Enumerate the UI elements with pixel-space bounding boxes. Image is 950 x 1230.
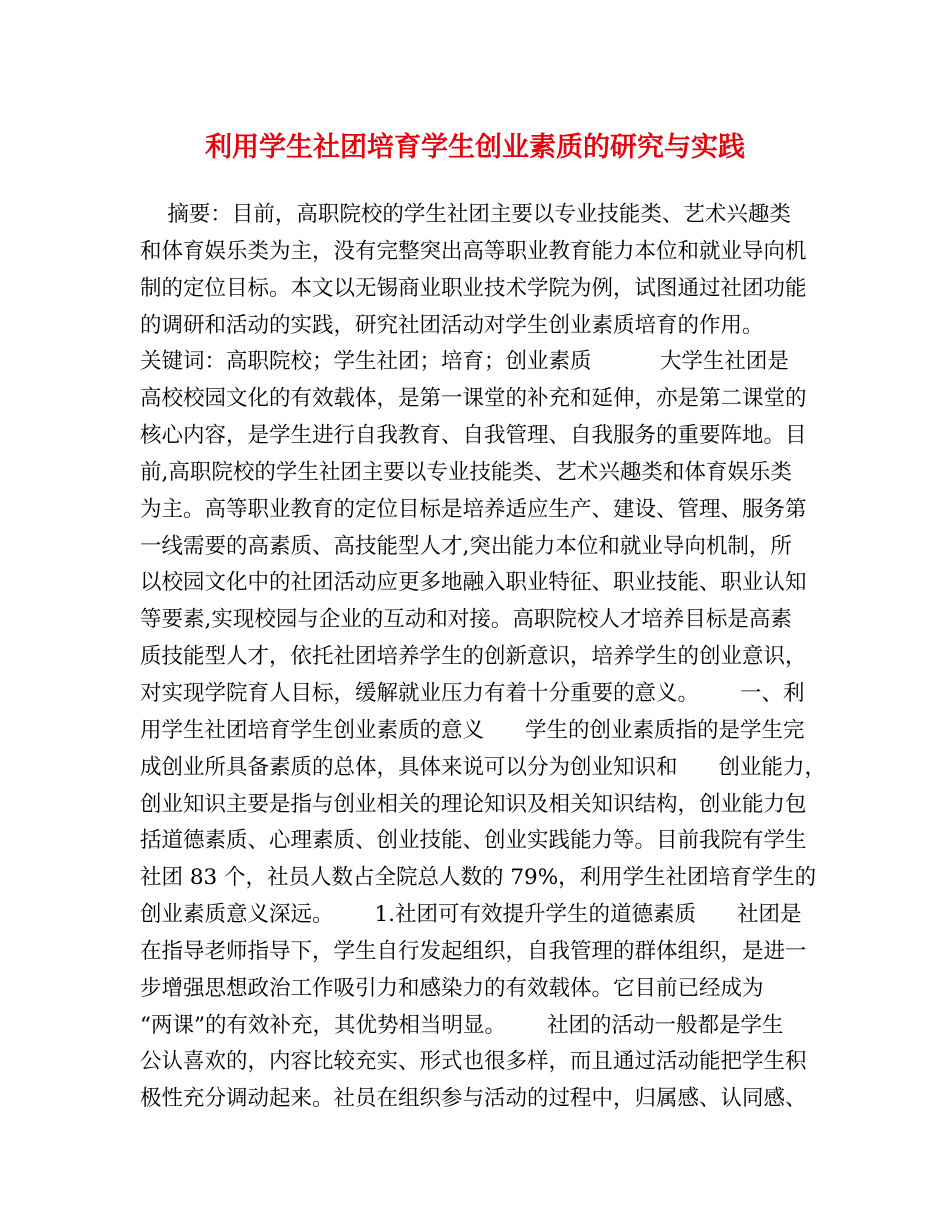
body-line: 和体育娱乐类为主，没有完整突出高等职业教育能力本位和就业导向机: [140, 238, 807, 264]
body-line: 的调研和活动的实践，研究社团活动对学生创业素质培育的作用。: [140, 312, 764, 338]
body-line: 核心内容，是学生进行自我教育、自我管理、自我服务的重要阵地。目: [140, 423, 807, 449]
body-line: 社团 83 个，社员人数占全院总人数的 79%，利用学生社团培育学生的: [140, 865, 817, 891]
body-line: 一线需要的高素质、高技能型人才,突出能力本位和就业导向机制，所: [140, 533, 792, 559]
body-line: 高校校园文化的有效载体，是第一课堂的补充和延伸，亦是第二课堂的: [140, 386, 807, 412]
body-line: 在指导老师指导下，学生自行发起组织，自我管理的群体组织，是进一: [140, 938, 807, 964]
body-line: 极性充分调动起来。社员在组织参与活动的过程中，归属感、认同感、: [140, 1086, 807, 1112]
body-line: 质技能型人才，依托社团培养学生的创新意识，培养学生的创业意识，: [140, 644, 807, 670]
body-line: 公认喜欢的，内容比较充实、形式也很多样，而且通过活动能把学生积: [140, 1049, 807, 1075]
body-line: 步增强思想政治工作吸引力和感染力的有效载体。它目前已经成为: [140, 975, 764, 1001]
body-line: 括道德素质、心理素质、创业技能、创业实践能力等。目前我院有学生: [140, 828, 807, 854]
document-title: 利用学生社团培育学生创业素质的研究与实践: [205, 132, 745, 163]
body-line: 创业知识主要是指与创业相关的理论知识及相关知识结构，创业能力包: [140, 791, 807, 817]
body-line: 用学生社团培育学生创业素质的意义 学生的创业素质指的是学生完: [140, 717, 805, 743]
body-line: 制的定位目标。本文以无锡商业职业技术学院为例，试图通过社团功能: [140, 275, 807, 301]
body-line: 创业素质意义深远。 1.社团可有效提升学生的道德素质 社团是: [140, 902, 802, 928]
body-line: 等要素,实现校园与企业的互动和对接。高职院校人才培养目标是高素: [140, 607, 792, 633]
body-line: 对实现学院育人目标，缓解就业压力有着十分重要的意义。 一、利: [140, 680, 805, 706]
body-line: 为主。高等职业教育的定位目标是培养适应生产、建设、管理、服务第: [140, 496, 807, 522]
body-line: 关键词：高职院校；学生社团；培育；创业素质 大学生社团是: [140, 349, 789, 375]
body-line: 成创业所具备素质的总体，具体来说可以分为创业知识和 创业能力，: [140, 754, 827, 780]
body-line: 前,高职院校的学生社团主要以专业技能类、艺术兴趣类和体育娱乐类: [140, 459, 792, 485]
body-line: “两课”的有效补充，其优势相当明显。 社团的活动一般都是学生: [140, 1012, 784, 1038]
body-line: 以校园文化中的社团活动应更多地融入职业特征、职业技能、职业认知: [140, 570, 807, 596]
document-body: [140, 197, 827, 1118]
body-line: 摘要：目前，高职院校的学生社团主要以专业技能类、艺术兴趣类: [140, 202, 791, 227]
